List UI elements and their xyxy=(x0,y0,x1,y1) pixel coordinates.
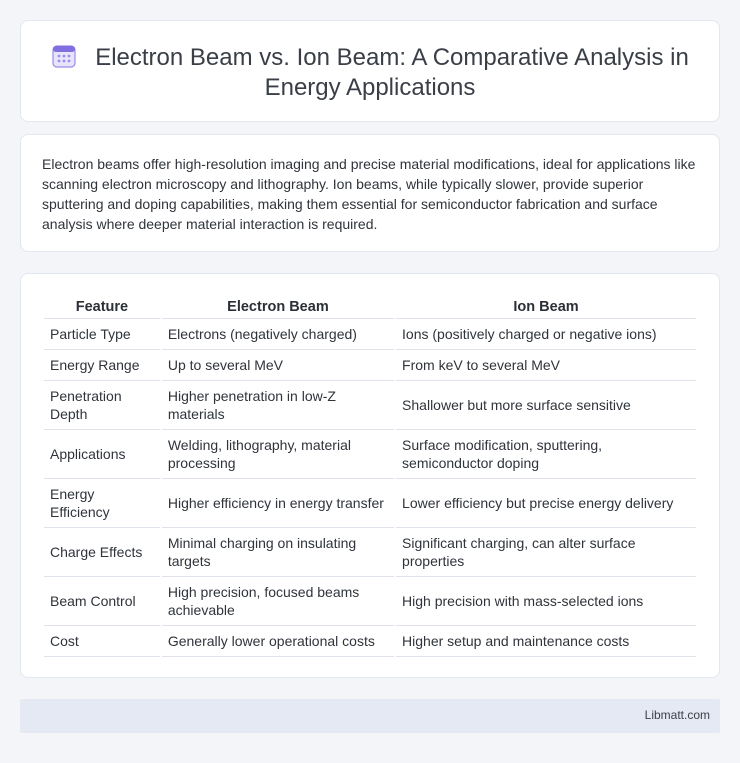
table-row xyxy=(44,350,696,381)
table-row xyxy=(44,430,696,479)
feature-cell: Charge Effects xyxy=(44,528,160,577)
electron-cell: High precision, focused beams achievable xyxy=(162,577,394,626)
electron-cell: Up to several MeV xyxy=(162,350,394,381)
feature-cell: Applications xyxy=(44,430,160,479)
feature-cell: Energy Efficiency xyxy=(44,479,160,528)
electron-cell: Higher efficiency in energy transfer xyxy=(162,479,394,528)
header-ion-beam: Ion Beam xyxy=(396,293,696,319)
footer-brand-link[interactable]: Libmatt.com xyxy=(644,708,710,722)
calendar-icon xyxy=(51,43,77,69)
table-row xyxy=(44,626,696,657)
table-row xyxy=(44,381,696,430)
ion-cell: From keV to several MeV xyxy=(396,350,696,381)
feature-cell: Cost xyxy=(44,626,160,657)
summary-text: Electron beams offer high-resolution imaging and precise material modifications, ideal for applications like scanning electron microscopy and lithography. Ion beams, while typically slower, provide superior sputtering and doping capabilities, making them essential for semiconductor fabrication and surface analysis where deeper material interaction is required. xyxy=(42,156,696,232)
title-card xyxy=(20,20,720,122)
table-row xyxy=(44,577,696,626)
ion-cell: High precision with mass-selected ions xyxy=(396,577,696,626)
comparison-table xyxy=(42,293,698,657)
header-electron-beam: Electron Beam xyxy=(162,293,394,319)
electron-cell: Welding, lithography, material processing xyxy=(162,430,394,479)
comparison-table-card xyxy=(20,273,720,678)
ion-cell: Higher setup and maintenance costs xyxy=(396,626,696,657)
table-row xyxy=(44,479,696,528)
feature-cell: Beam Control xyxy=(44,577,160,626)
electron-cell: Generally lower operational costs xyxy=(162,626,394,657)
ion-cell: Surface modification, sputtering, semiconductor doping xyxy=(396,430,696,479)
table-row xyxy=(44,528,696,577)
feature-cell: Penetration Depth xyxy=(44,381,160,430)
ion-cell: Lower efficiency but precise energy delivery xyxy=(396,479,696,528)
page-title-wrap xyxy=(21,43,719,103)
electron-cell: Minimal charging on insulating targets xyxy=(162,528,394,577)
ion-cell: Shallower but more surface sensitive xyxy=(396,381,696,430)
electron-cell: Higher penetration in low-Z materials xyxy=(162,381,394,430)
feature-cell: Energy Range xyxy=(44,350,160,381)
table-row xyxy=(44,319,696,350)
electron-cell: Electrons (negatively charged) xyxy=(162,319,394,350)
table-header-row xyxy=(44,293,696,319)
header-feature: Feature xyxy=(44,293,160,319)
summary-card xyxy=(20,134,720,252)
page-title: Electron Beam vs. Ion Beam: A Comparative Analysis in Energy Applications xyxy=(95,44,689,101)
feature-cell: Particle Type xyxy=(44,319,160,350)
ion-cell: Ions (positively charged or negative ions) xyxy=(396,319,696,350)
ion-cell: Significant charging, can alter surface properties xyxy=(396,528,696,577)
footer xyxy=(20,699,720,733)
